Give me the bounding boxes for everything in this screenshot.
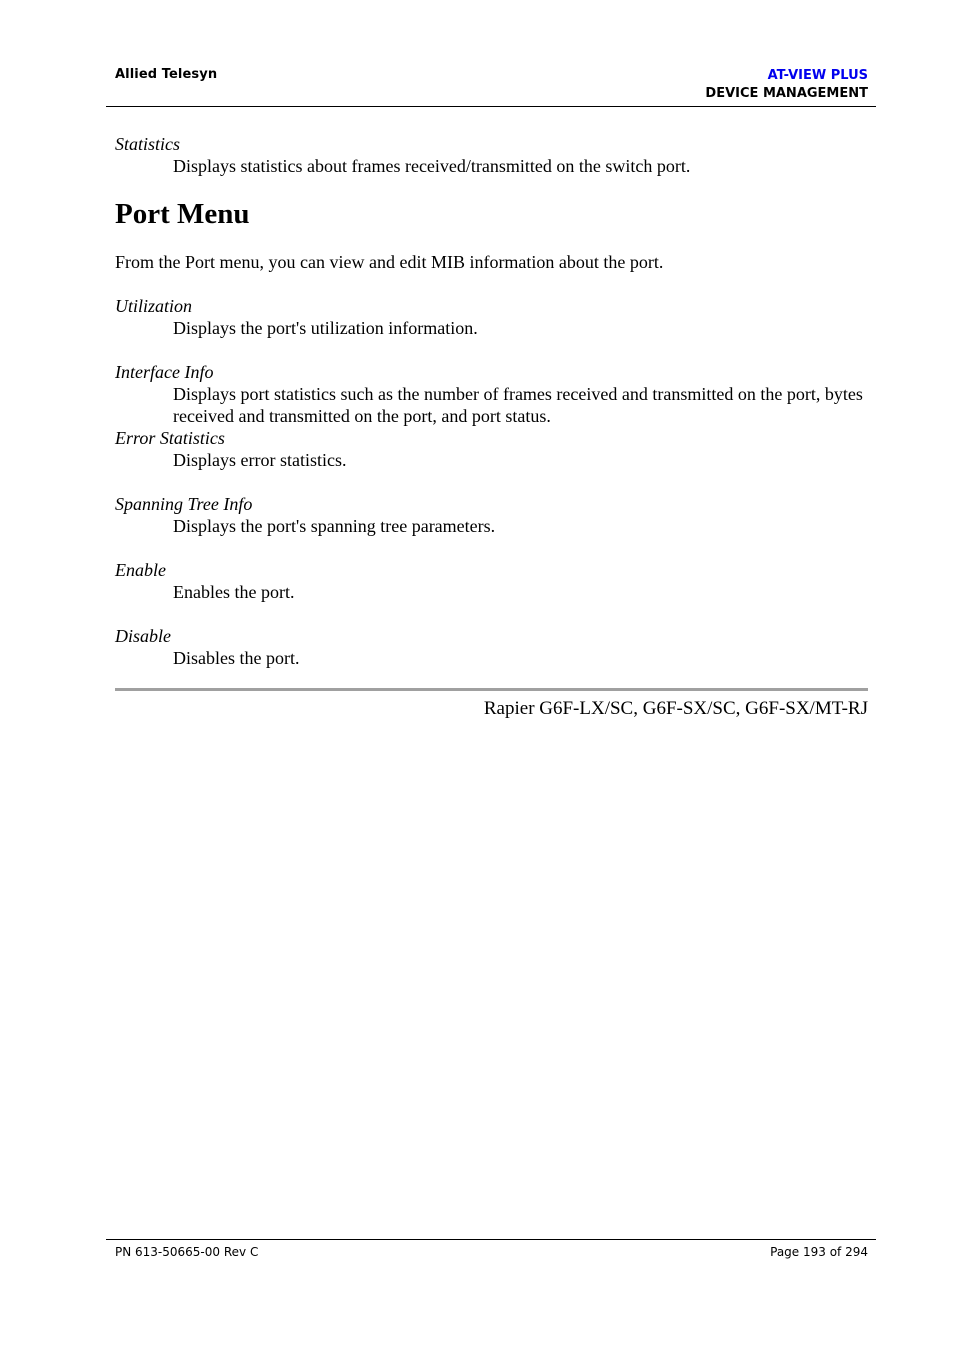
term-disable: Disable — [115, 626, 171, 646]
header-right — [705, 67, 868, 103]
part-number: PN 613-50665-00 Rev C — [115, 1245, 259, 1259]
model-divider — [115, 688, 868, 691]
header-divider — [106, 106, 876, 107]
desc-utilization: Displays the port's utilization information. — [173, 318, 478, 338]
page-number: Page 193 of 294 — [770, 1245, 868, 1259]
product-name: AT-VIEW PLUS — [767, 68, 868, 83]
desc-error-statistics: Displays error statistics. — [173, 450, 347, 470]
term-interface-info: Interface Info — [115, 362, 214, 382]
term-utilization: Utilization — [115, 296, 193, 316]
document-body — [115, 133, 875, 669]
desc-spanning-tree-info: Displays the port's spanning tree parameters. — [173, 516, 496, 536]
desc-statistics: Displays statistics about frames received/transmitted on the switch port. — [173, 156, 691, 176]
applicable-models: Rapier G6F-LX/SC, G6F-SX/SC, G6F-SX/MT-RJ — [483, 698, 868, 719]
desc-disable: Disables the port. — [173, 648, 300, 668]
intro-paragraph: From the Port menu, you can view and edit MIB information about the port. — [115, 252, 664, 272]
desc-enable: Enables the port. — [173, 582, 295, 602]
term-error-statistics: Error Statistics — [115, 428, 225, 448]
term-statistics: Statistics — [115, 134, 181, 154]
term-spanning-tree-info: Spanning Tree Info — [115, 494, 253, 514]
company-name: Allied Telesyn — [115, 67, 218, 82]
term-enable: Enable — [115, 560, 166, 580]
page-heading: Port Menu — [115, 198, 250, 230]
footer-divider — [106, 1239, 876, 1240]
desc-interface-info: Displays port statistics such as the number of frames received and transmitted on the port, bytes received and transmitted on the port, and port status. — [173, 384, 863, 426]
section-name: DEVICE MANAGEMENT — [705, 86, 868, 101]
